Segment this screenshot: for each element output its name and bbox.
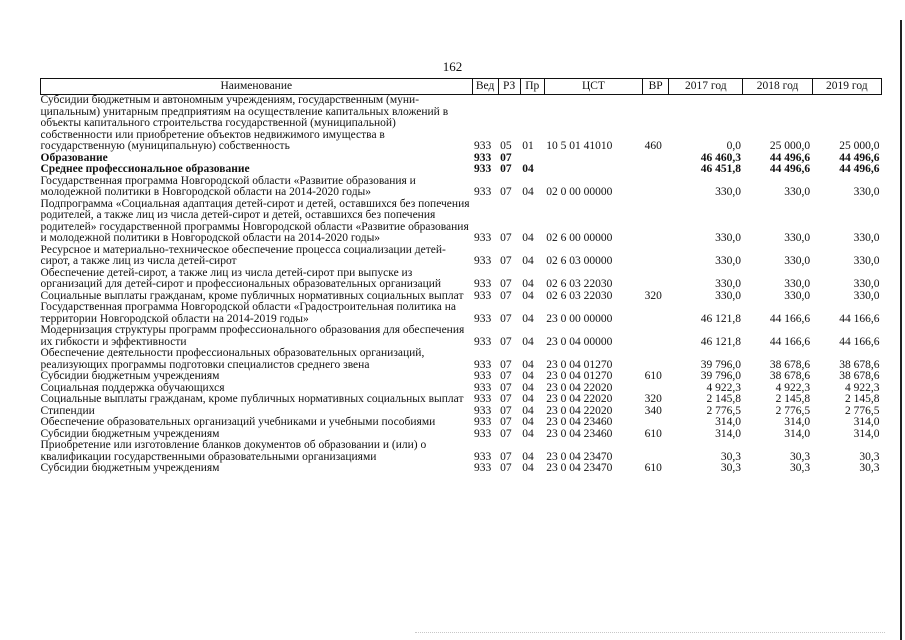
cell-2017: 46 451,8	[700, 163, 741, 175]
cell-vr: 610	[644, 370, 662, 382]
cell-2019: 44 496,6	[839, 163, 880, 175]
cell-2019: 44 166,6	[839, 335, 880, 348]
header-rz: РЗ	[498, 79, 520, 95]
cell-pr: 01	[522, 140, 534, 152]
cell-name: Подпрограмма «Социальная адаптация детей-сирот и детей, оставшихся без попечения родителей, а также лиц из числа детей-сирот и детей, оставшихся без попечения родителей» государственной программы Новгородской области «Развитие образования и молодежной политики в Новгородской области на 2014-2020 годы»	[40, 197, 470, 244]
cell-ved: 933	[474, 186, 492, 198]
cell-2019: 330,0	[853, 232, 880, 244]
cell-rz: 07	[500, 232, 512, 244]
cell-2018: 314,0	[784, 427, 811, 440]
cell-vr: 320	[644, 393, 662, 405]
cell-rz: 07	[500, 278, 512, 290]
cell-rz: 07	[500, 393, 512, 405]
table-row	[41, 394, 882, 406]
cell-rz: 07	[500, 255, 512, 267]
header-name: Наименование	[41, 79, 473, 95]
cell-cst: 23 0 04 01270	[546, 358, 613, 371]
cell-ved: 933	[474, 358, 492, 371]
header-pr: Пр	[520, 79, 544, 95]
table-row	[41, 371, 882, 383]
cell-cst: 23 0 04 23470	[546, 450, 613, 463]
table-row	[41, 95, 882, 153]
cell-2018: 44 496,6	[769, 163, 811, 175]
cell-2018: 330,0	[784, 289, 811, 302]
cell-name: Обеспечение детей-сирот, а также лиц из числа детей-сирот при выпуске из организаций для детей-сирот и профессиональных образовательных организаций	[40, 266, 442, 290]
cell-ved: 933	[474, 462, 492, 474]
cell-ved: 933	[474, 393, 492, 405]
cell-2017: 2 776,5	[706, 404, 741, 417]
cell-2019: 4 922,3	[845, 381, 880, 394]
cell-cst: 23 0 04 22020	[546, 404, 613, 417]
cell-2019: 38 678,6	[839, 358, 880, 371]
table-row	[41, 463, 882, 475]
cell-2019: 30,3	[859, 450, 880, 463]
cell-2017: 30,3	[720, 462, 741, 474]
table-row	[41, 325, 882, 348]
cell-name: Субсидии бюджетным и автономным учреждениям, государственным (муниципальным) унитарным предприятиям на осуществление капитальных вложений в объекты капитального строительства государственной (муниципальной) собственности или приобретение объектов недвижимого имущества в государственную (муниципальную) собственность	[40, 94, 449, 152]
cell-2019: 44 166,6	[839, 312, 880, 325]
cell-2019: 2 145,8	[845, 393, 880, 405]
cell-pr: 04	[522, 381, 534, 394]
table-body	[41, 95, 882, 475]
table-row	[41, 440, 882, 463]
cell-2017: 330,0	[715, 186, 741, 198]
cell-2017: 0,0	[726, 140, 741, 152]
cell-cst: 23 0 04 00000	[546, 335, 613, 348]
table-row	[41, 268, 882, 291]
cell-2017: 39 796,0	[700, 358, 741, 371]
cell-cst: 02 6 00 00000	[546, 232, 613, 244]
cell-vr: 610	[644, 427, 662, 440]
cell-2018: 2 776,5	[775, 404, 811, 417]
table-row	[41, 348, 882, 371]
cell-pr: 04	[522, 278, 534, 290]
cell-2017: 2 145,8	[706, 393, 741, 405]
header-2018: 2018 год	[743, 79, 812, 95]
cell-rz: 07	[500, 312, 512, 325]
cell-2017: 30,3	[720, 450, 741, 463]
header-2017: 2017 год	[669, 79, 743, 95]
cell-2017: 4 922,3	[706, 381, 741, 394]
header-cst: ЦСТ	[544, 79, 642, 95]
cell-ved: 933	[474, 232, 492, 244]
cell-pr: 04	[522, 232, 534, 244]
cell-2019: 330,0	[853, 289, 880, 302]
cell-2018: 314,0	[784, 416, 811, 428]
cell-name: Субсидии бюджетным учреждениям	[40, 370, 220, 382]
cell-ved: 933	[474, 278, 492, 290]
cell-cst: 02 0 00 00000	[546, 186, 613, 198]
cell-pr: 04	[522, 393, 534, 405]
cell-cst	[544, 153, 642, 165]
table-row	[41, 176, 882, 199]
cell-cst: 23 0 04 22020	[546, 381, 613, 394]
cell-pr: 04	[522, 163, 534, 175]
cell-vr: 340	[644, 404, 662, 417]
cell-rz: 07	[500, 289, 512, 302]
cell-cst: 23 0 04 23460	[546, 416, 613, 428]
cell-2017: 330,0	[715, 278, 741, 290]
cell-2019: 330,0	[853, 255, 880, 267]
cell-cst: 23 0 04 23470	[546, 462, 613, 474]
header-2019: 2019 год	[812, 79, 881, 95]
cell-name: Социальные выплаты гражданам, кроме публичных нормативных социальных выплат	[40, 393, 464, 405]
cell-vr	[643, 199, 669, 245]
cell-2017: 314,0	[715, 427, 741, 440]
budget-table	[40, 78, 882, 475]
cell-rz: 07	[500, 370, 512, 382]
cell-ved: 933	[474, 404, 492, 417]
page-edge-rule	[900, 20, 902, 640]
cell-pr: 04	[522, 255, 534, 267]
cell-pr: 04	[522, 427, 534, 440]
header-ved: Вед	[472, 79, 498, 95]
cell-2017: 330,0	[715, 255, 741, 267]
cell-2018: 44 166,6	[769, 312, 811, 325]
cell-vr: 460	[644, 140, 662, 152]
cell-vr	[643, 164, 669, 176]
cell-rz: 07	[500, 335, 512, 348]
cell-2018: 4 922,3	[775, 381, 811, 394]
cell-name: Ресурсное и материально-техническое обеспечение процесса социализации детей-сирот, а также лиц из числа детей-сирот	[40, 243, 446, 267]
cell-ved: 933	[474, 370, 492, 382]
cell-name: Приобретение или изготовление бланков документов об образовании и (или) о квалификации государственными образовательными организациями	[40, 439, 427, 463]
table-row	[41, 164, 882, 176]
cell-cst: 23 0 00 00000	[546, 312, 613, 325]
cell-name: Социальная поддержка обучающихся	[40, 381, 225, 394]
cell-2019: 44 496,6	[839, 151, 880, 164]
cell-vr	[643, 176, 669, 199]
cell-2017: 330,0	[715, 232, 741, 244]
cell-ved: 933	[474, 450, 492, 463]
cell-ved: 933	[474, 381, 492, 394]
cell-vr	[643, 348, 669, 371]
page-number: 162	[442, 59, 463, 74]
cell-rz: 07	[500, 358, 512, 371]
cell-name: Среднее профессиональное образование	[40, 163, 250, 175]
cell-name: Модернизация структуры программ профессионального образования для обеспечения их гибкости и эффективности	[40, 324, 465, 348]
cell-rz: 07	[500, 462, 512, 474]
cell-vr	[643, 268, 669, 291]
cell-rz: 07	[500, 186, 512, 198]
cell-2017: 46 121,8	[700, 312, 741, 325]
cell-pr: 04	[522, 462, 534, 474]
cell-2019: 25 000,0	[839, 140, 880, 152]
cell-ved: 933	[474, 427, 492, 440]
cell-2018: 30,3	[790, 462, 811, 474]
table-row	[41, 302, 882, 325]
cell-2018: 330,0	[784, 278, 811, 290]
cell-cst: 23 0 04 22020	[546, 393, 613, 405]
cell-rz: 07	[500, 404, 512, 417]
cell-pr: 04	[522, 416, 534, 428]
cell-rz: 07	[500, 163, 512, 175]
cell-2018: 44 496,6	[769, 151, 811, 164]
cell-2018: 330,0	[784, 255, 811, 267]
cell-name: Стипендии	[40, 404, 95, 417]
cell-2019: 330,0	[853, 186, 880, 198]
cell-rz: 07	[500, 381, 512, 394]
table-row	[41, 199, 882, 245]
cell-pr: 04	[522, 312, 534, 325]
cell-rz: 05	[500, 140, 512, 152]
cell-cst: 02 6 03 22030	[546, 289, 613, 302]
cell-2017: 46 121,8	[700, 335, 741, 348]
cell-2018: 330,0	[784, 232, 811, 244]
cell-cst	[544, 164, 642, 176]
cell-2017: 39 796,0	[700, 370, 741, 382]
cell-cst: 23 0 04 01270	[546, 370, 613, 382]
cell-cst: 23 0 04 23460	[546, 427, 613, 440]
cell-name: Субсидии бюджетным учреждениям	[40, 462, 220, 474]
cell-2019: 30,3	[859, 462, 880, 474]
cell-name: Государственная программа Новгородской области «Градостроительная политика на территории Новгородской области на 2014-2019 годы»	[40, 301, 456, 325]
cell-ved: 933	[474, 416, 492, 428]
cell-name: Обеспечение образовательных организаций учебниками и учебными пособиями	[40, 416, 436, 428]
cell-rz: 07	[500, 416, 512, 428]
cell-ved: 933	[474, 140, 492, 152]
cell-2019: 330,0	[853, 278, 880, 290]
cell-name: Государственная программа Новгородской области «Развитие образования и молодежной политики в Новгородской области на 2014-2020 годы»	[40, 174, 416, 198]
header-vr: ВР	[643, 79, 669, 95]
cell-vr	[643, 245, 669, 268]
cell-ved: 933	[474, 312, 492, 325]
cell-2018: 30,3	[790, 450, 811, 463]
cell-vr	[643, 153, 669, 165]
cell-2019: 38 678,6	[839, 370, 880, 382]
cell-2017: 46 460,3	[700, 151, 741, 164]
cell-2018: 2 145,8	[775, 393, 811, 405]
cell-rz: 07	[500, 151, 512, 164]
cell-cst: 10 5 01 41010	[546, 140, 613, 152]
table-row	[41, 245, 882, 268]
cell-rz: 07	[500, 427, 512, 440]
cell-ved: 933	[474, 163, 492, 175]
cell-2018: 44 166,6	[769, 335, 811, 348]
cell-vr: 610	[644, 462, 662, 474]
cell-ved: 933	[474, 335, 492, 348]
cell-name: Социальные выплаты гражданам, кроме публичных нормативных социальных выплат	[40, 289, 464, 302]
cell-2018: 330,0	[784, 186, 811, 198]
cell-rz: 07	[500, 450, 512, 463]
cell-2018: 38 678,6	[769, 370, 811, 382]
cell-name: Образование	[40, 151, 108, 164]
cell-2018: 25 000,0	[769, 140, 811, 152]
cell-2019: 2 776,5	[845, 404, 880, 417]
cell-2017: 330,0	[715, 289, 741, 302]
cell-pr: 04	[522, 289, 534, 302]
cell-vr	[643, 440, 669, 463]
scan-artifact-line	[415, 632, 885, 634]
cell-2019: 314,0	[853, 427, 880, 440]
cell-ved: 933	[474, 289, 492, 302]
cell-vr	[643, 417, 669, 429]
cell-2018: 38 678,6	[769, 358, 811, 371]
cell-name: Субсидии бюджетным учреждениям	[40, 427, 220, 440]
cell-vr	[643, 325, 669, 348]
cell-2017: 314,0	[715, 416, 741, 428]
table-row	[41, 417, 882, 429]
cell-pr: 04	[522, 370, 534, 382]
cell-2019: 314,0	[853, 416, 880, 428]
cell-pr: 04	[522, 335, 534, 348]
cell-cst: 02 6 03 00000	[546, 255, 613, 267]
cell-pr: 04	[522, 450, 534, 463]
cell-vr	[643, 302, 669, 325]
cell-vr: 320	[644, 289, 662, 302]
cell-ved: 933	[474, 151, 492, 164]
cell-pr: 04	[522, 358, 534, 371]
cell-cst: 02 6 03 22030	[546, 278, 613, 290]
cell-pr: 04	[522, 404, 534, 417]
table-header-row	[41, 79, 882, 95]
cell-ved: 933	[474, 255, 492, 267]
cell-name: Обеспечение деятельности профессиональных образовательных организаций, реализующих программы подготовки специалистов среднего звена	[40, 347, 425, 371]
cell-pr: 04	[522, 186, 534, 198]
